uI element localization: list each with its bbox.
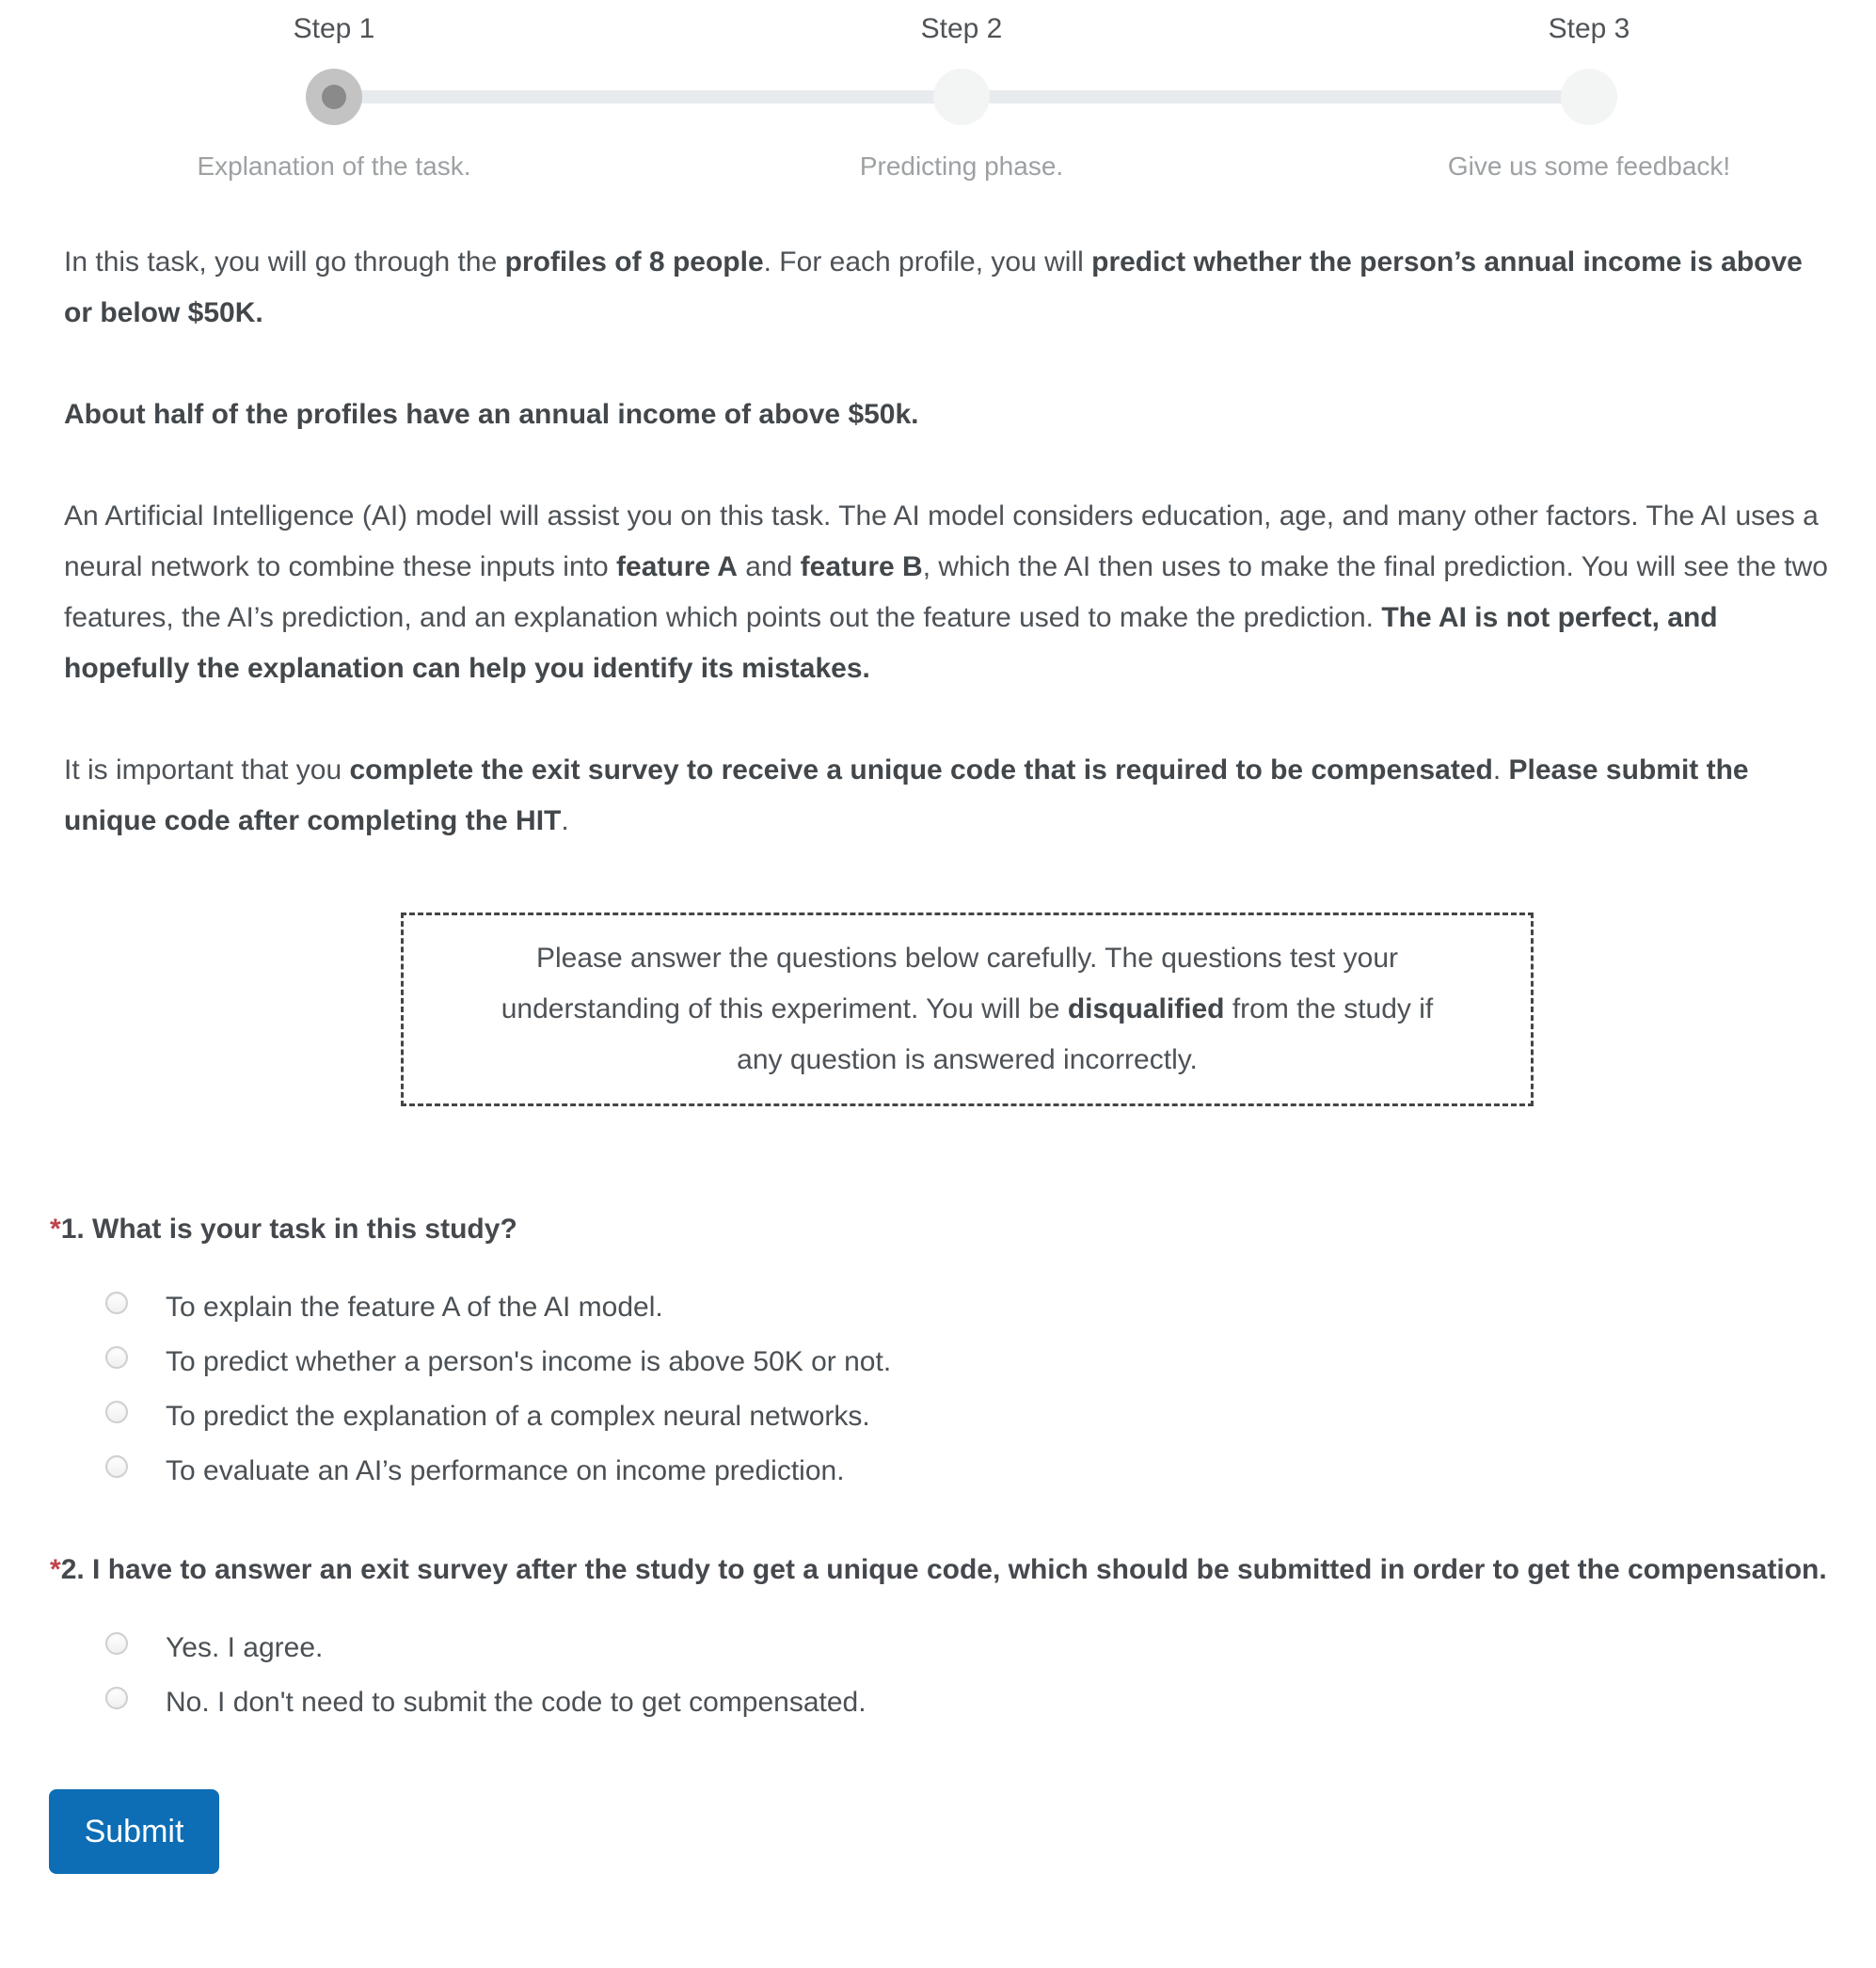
question-2-options xyxy=(105,1627,1832,1723)
question-2-option-1[interactable] xyxy=(105,1627,1832,1669)
submit-button[interactable]: Submit xyxy=(49,1789,219,1874)
question-1-option-1[interactable] xyxy=(105,1287,1832,1328)
step-dot-active-icon xyxy=(306,69,362,125)
stepper-step-2 xyxy=(755,0,1169,180)
radio-button-icon[interactable] xyxy=(105,1401,128,1423)
question-2 xyxy=(50,1545,1832,1723)
radio-button-icon[interactable] xyxy=(105,1687,128,1709)
option-label: Yes. I agree. xyxy=(166,1632,324,1663)
question-1-title xyxy=(50,1204,1832,1255)
required-asterisk: * xyxy=(50,1214,61,1245)
question-1-option-3[interactable] xyxy=(105,1396,1832,1437)
question-2-text: 2. I have to answer an exit survey after the study to get a unique code, which should be submitted in order to get the compensation. xyxy=(60,1554,1827,1585)
option-label: To predict whether a person's income is above 50K or not. xyxy=(166,1346,892,1377)
intro-paragraph-3: An Artificial Intelligence (AI) model will assist you on this task. The AI model considers education, age, and many other factors. The AI uses a neural network to combine these inputs into feature A and feature B, which the AI then uses to make the final prediction. You will see the two features, the AI’s prediction, and an explanation which points out the feature used to make the prediction. The AI is not perfect, and hopefully the explanation can help you identify its mistakes. xyxy=(64,500,1828,684)
question-1-options xyxy=(105,1287,1832,1492)
step-title: Step 1 xyxy=(293,13,375,44)
stepper-step-1 xyxy=(127,0,541,180)
quiz-form xyxy=(0,1106,1876,1723)
progress-stepper xyxy=(0,0,1876,199)
intro-paragraph-1: In this task, you will go through the profiles of 8 people. For each profile, you will predict whether the person’s annual income is above or below $50K. xyxy=(64,246,1803,328)
step-title: Step 3 xyxy=(1548,13,1630,44)
option-label: No. I don't need to submit the code to get compensated. xyxy=(166,1687,866,1718)
submit-row xyxy=(0,1737,1876,1874)
required-asterisk: * xyxy=(50,1554,61,1585)
task-instructions xyxy=(0,199,1876,847)
attention-check-notice: Please answer the questions below carefully. The questions test your understanding of this experiment. You will be disqualified from the study if any question is answered incorrectly. xyxy=(401,913,1534,1106)
radio-button-icon[interactable] xyxy=(105,1292,128,1314)
option-label: To evaluate an AI’s performance on income prediction. xyxy=(166,1455,845,1486)
step-caption: Give us some feedback! xyxy=(1447,151,1731,181)
question-1-option-2[interactable] xyxy=(105,1341,1832,1383)
stepper-step-3 xyxy=(1382,0,1796,180)
step-caption: Explanation of the task. xyxy=(197,151,471,181)
question-1-option-4[interactable] xyxy=(105,1451,1832,1492)
intro-paragraph-4: It is important that you complete the exit survey to receive a unique code that is required to be compensated. Please submit the unique code after completing the HIT. xyxy=(64,754,1749,836)
step-title: Step 2 xyxy=(920,13,1003,44)
step-dot-icon xyxy=(933,69,990,125)
question-2-title xyxy=(50,1545,1832,1595)
radio-button-icon[interactable] xyxy=(105,1455,128,1478)
option-label: To explain the feature A of the AI model. xyxy=(166,1292,663,1323)
intro-paragraph-2: About half of the profiles have an annual income of above $50k. xyxy=(64,399,919,430)
step-caption: Predicting phase. xyxy=(859,151,1064,181)
step-dot-icon xyxy=(1561,69,1617,125)
question-1-text: 1. What is your task in this study? xyxy=(60,1214,517,1245)
question-1 xyxy=(50,1204,1832,1492)
option-label: To predict the explanation of a complex neural networks. xyxy=(166,1401,870,1432)
question-2-option-2[interactable] xyxy=(105,1682,1832,1723)
radio-button-icon[interactable] xyxy=(105,1346,128,1369)
radio-button-icon[interactable] xyxy=(105,1632,128,1655)
